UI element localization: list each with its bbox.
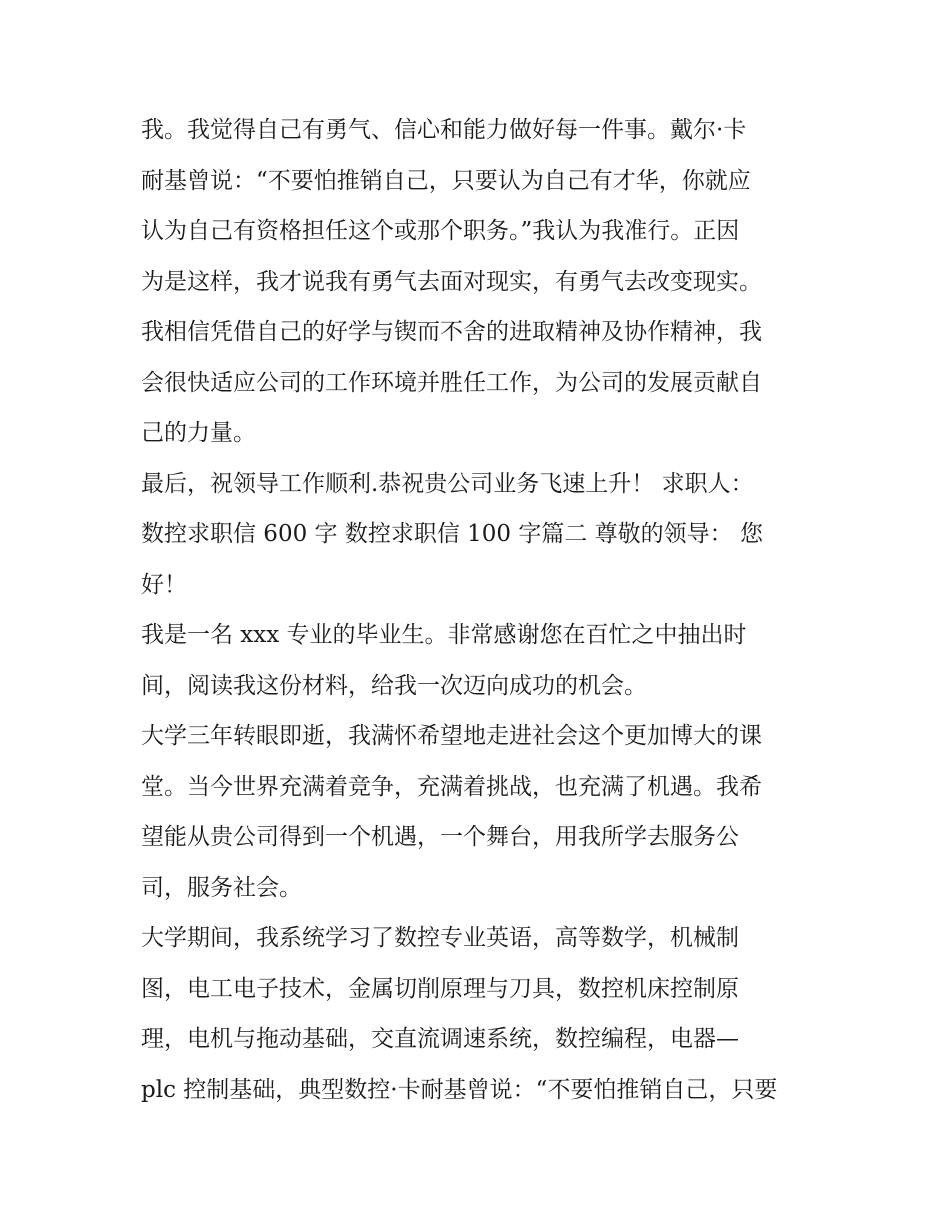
text-line: 认为自己有资格担任这个或那个职务。”我认为我准行。正因: [141, 218, 740, 244]
text-line: 间，阅读我这份材料，给我一次迈向成功的机会。: [141, 672, 647, 699]
text-line: 理，电机与拖动基础，交直流调速系统，数控编程，电器—: [141, 1026, 739, 1052]
text-line: 我是一名 xxx 专业的毕业生。非常感谢您在百忙之中抽出时: [141, 622, 747, 648]
text-line: 耐基曾说：“不要怕推销自己，只要认为自己有才华，你就应: [141, 167, 751, 194]
text-line: 望能从贵公司得到一个机遇，一个舞台，用我所学去服务公: [141, 824, 739, 850]
text-line: 为是这样，我才说我有勇气去面对现实，有勇气去改变现实。: [141, 268, 762, 295]
text-line: 我。我觉得自己有勇气、信心和能力做好每一件事。戴尔·卡: [141, 117, 747, 143]
text-line: 大学三年转眼即逝，我满怀希望地走进社会这个更加博大的课: [141, 723, 762, 749]
text-line: 会很快适应公司的工作环境并胜任工作，为公司的发展贡献自: [141, 369, 762, 396]
text-line: 我相信凭借自己的好学与锲而不舍的进取精神及协作精神，我: [141, 319, 762, 345]
text-line: plc 控制基础，典型数控·卡耐基曾说：“不要怕推销自己，只要: [141, 1076, 778, 1103]
text-line: 数控求职信 600 字 数控求职信 100 字篇二 尊敬的领导： 您: [141, 521, 763, 547]
text-line: 堂。当今世界充满着竞争，充满着挑战，也充满了机遇。我希: [141, 773, 762, 800]
text-line: 司，服务社会。: [141, 874, 302, 901]
text-line: 己的力量。: [141, 420, 256, 446]
body-text: [141, 105, 813, 1115]
text-line: 好！: [141, 571, 187, 598]
text-line: 最后，祝领导工作顺利.恭祝贵公司业务飞速上升！ 求职人：: [141, 470, 754, 497]
text-line: 大学期间，我系统学习了数控专业英语，高等数学，机械制: [141, 925, 739, 951]
text-line: 图，电工电子技术，金属切削原理与刀具，数控机床控制原: [141, 975, 739, 1002]
